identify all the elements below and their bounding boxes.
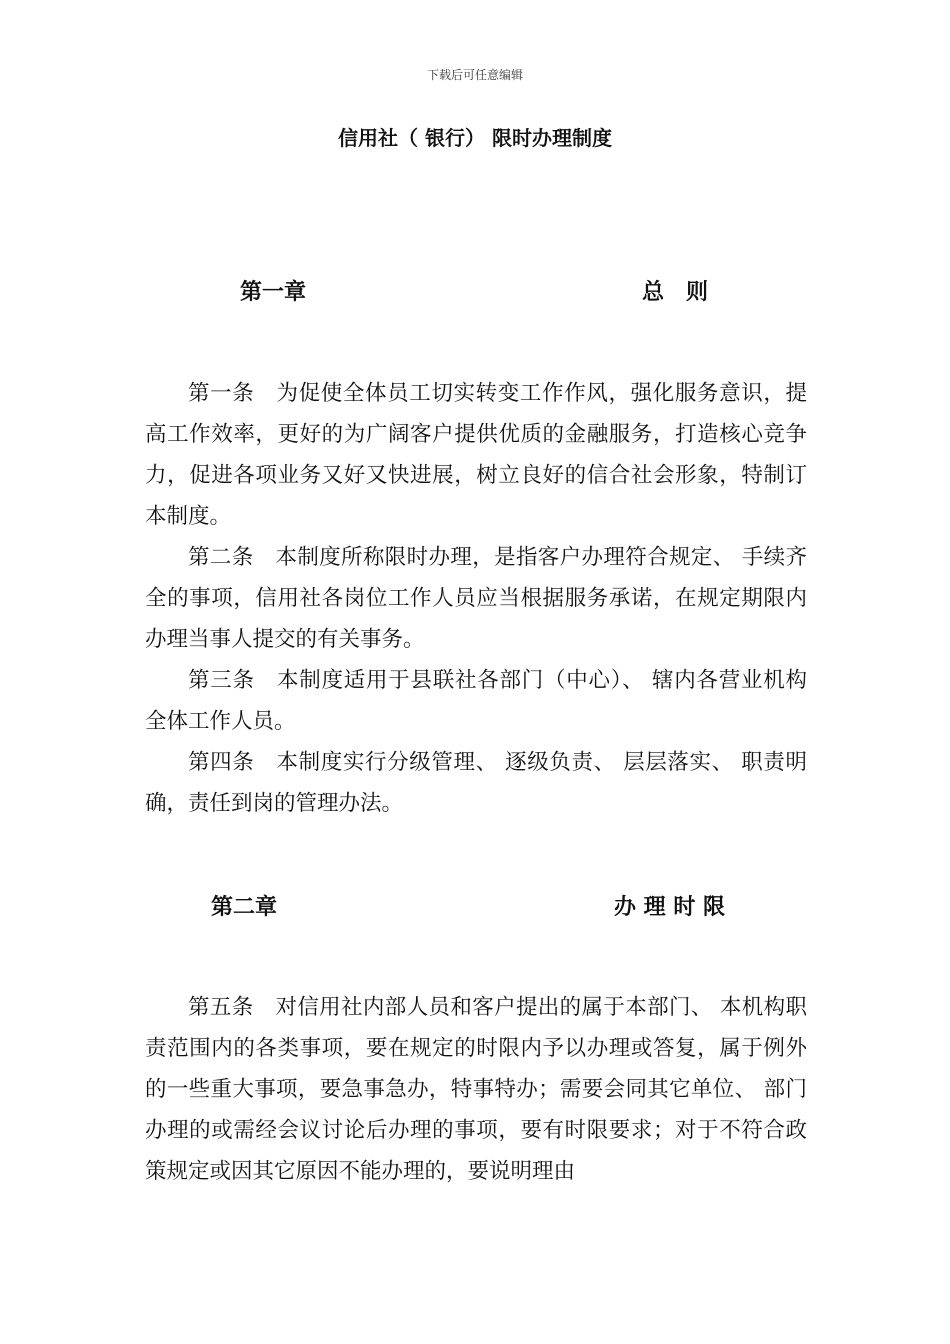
chapter-2-name: 办 理 时 限 [614, 895, 725, 920]
article-5: 第五条 对信用社内部人员和客户提出的属于本部门、 本机构职责范围内的各类事项，要在规定的时限内予以办理或答复，属于例外的一些重大事项，要急事急办，特事特办；需要会同其它单位、 部门办理的或需经会议讨论后办理的事项，要有时限要求；对于不符合政策规定或因其它原因不能办理的，要说明理由 [145, 995, 807, 1184]
article-2: 第二条 本制度所称限时办理，是指客户办理符合规定、 手续齐全的事项，信用社各岗位工作人员应当根据服务承诺，在规定期限内办理当事人提交的有关事务。 [145, 545, 807, 652]
chapter-1-name: 总 则 [642, 280, 709, 305]
chapter-2-number: 第二章 [211, 895, 278, 920]
chapter-2-body [145, 987, 807, 1192]
document-title: 信用社（ 银行） 限时办理制度 [338, 126, 612, 150]
chapter-1-body [145, 373, 807, 824]
header-note: 下载后可任意编辑 [426, 68, 523, 82]
article-1: 第一条 为促使全体员工切实转变工作作风，强化服务意识，提高工作效率，更好的为广阔客户提供优质的金融服务，打造核心竞争力，促进各项业务又好又快进展，树立良好的信合社会形象，特制订本制度。 [145, 381, 807, 529]
article-4: 第四条 本制度实行分级管理、 逐级负责、 层层落实、 职责明确，责任到岗的管理办法。 [145, 750, 807, 816]
chapter-1-number: 第一章 [240, 280, 307, 305]
article-3: 第三条 本制度适用于县联社各部门（中心）、 辖内各营业机构全体工作人员。 [145, 668, 807, 734]
